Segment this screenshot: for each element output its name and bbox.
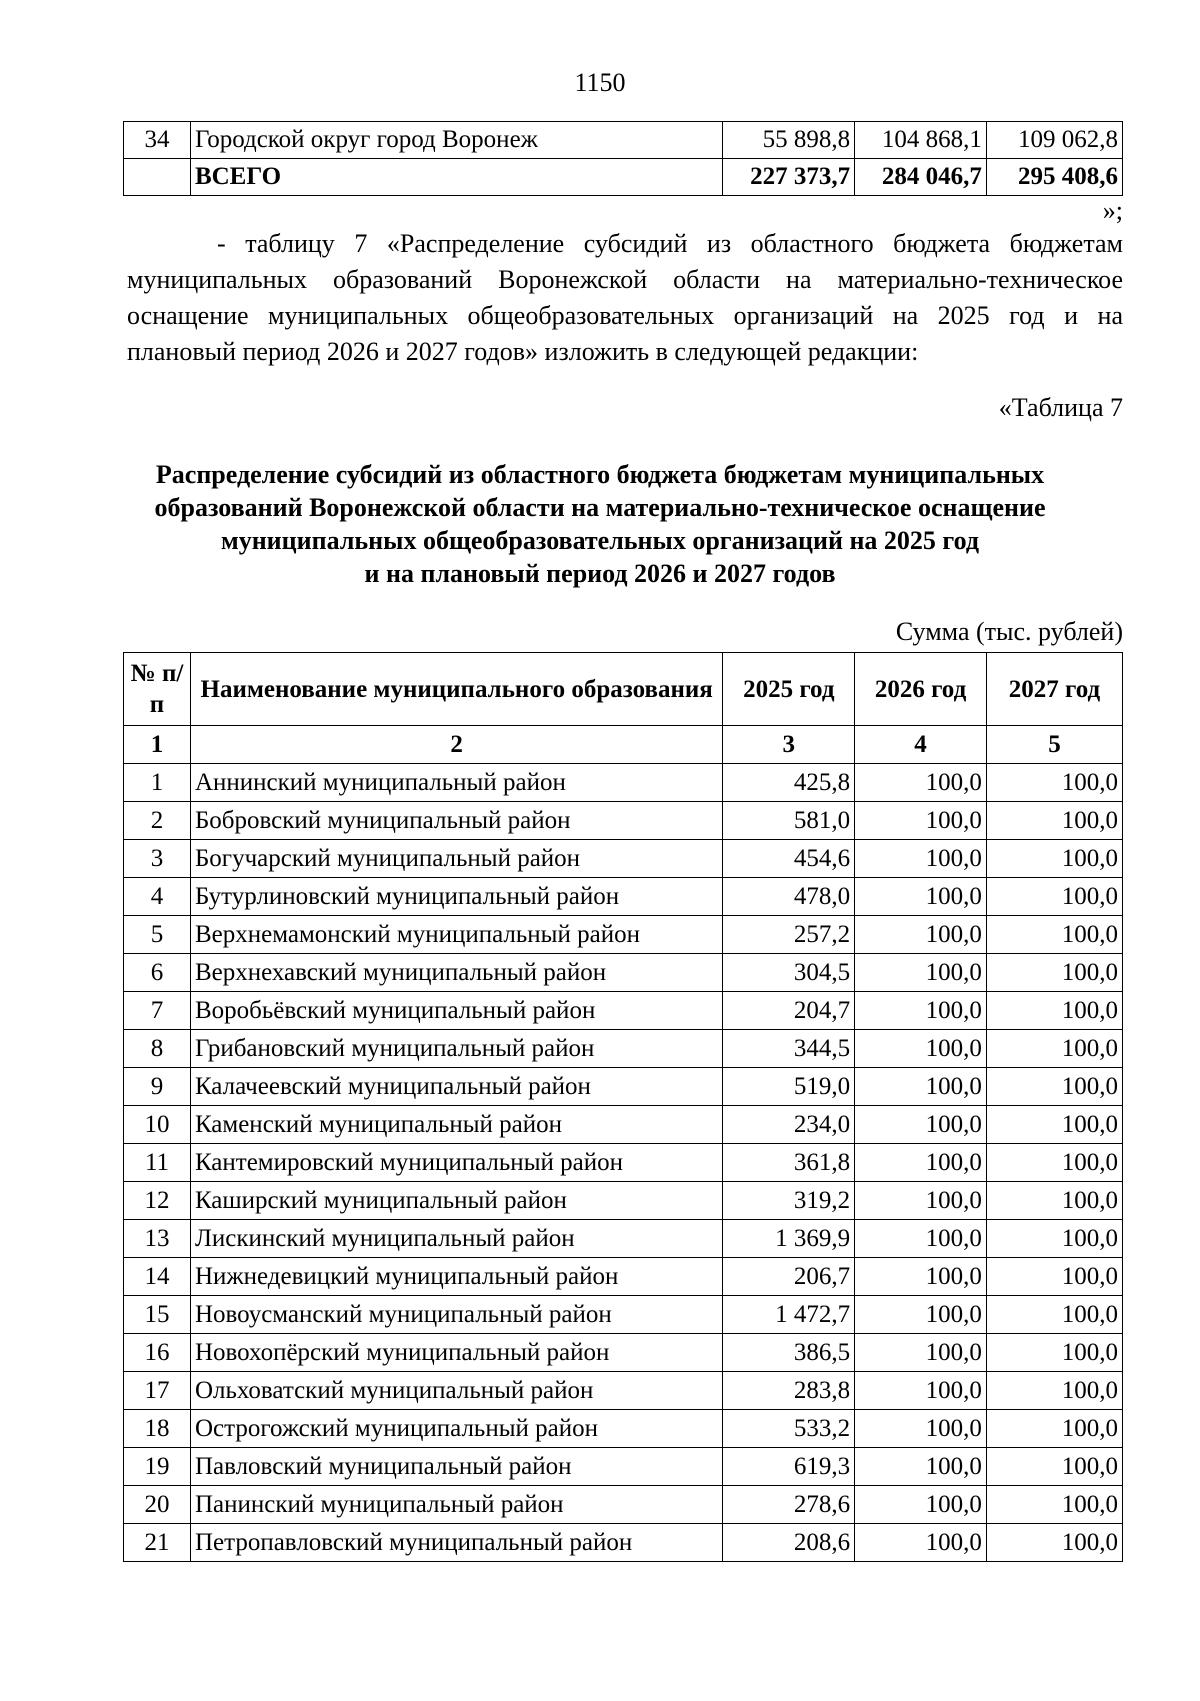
table-row [124, 1144, 1123, 1182]
row-number: 12 [124, 1182, 191, 1220]
header-2026: 2026 год [855, 653, 987, 726]
subsidy-table [123, 652, 1123, 1562]
municipality-name: Воробьёвский муниципальный район [190, 992, 722, 1030]
amount-2025: 386,5 [723, 1334, 855, 1372]
amount-2027: 100,0 [986, 1182, 1122, 1220]
table-row [124, 1296, 1123, 1334]
total-label: ВСЕГО [190, 159, 722, 196]
row-number: 18 [124, 1410, 191, 1448]
row-number: 6 [124, 954, 191, 992]
municipality-name: Каширский муниципальный район [190, 1182, 722, 1220]
column-number: 5 [986, 726, 1122, 764]
municipality-name: Калачеевский муниципальный район [190, 1068, 722, 1106]
previous-table-tail [123, 121, 1123, 196]
row-number: 1 [124, 764, 191, 802]
amount-2026: 100,0 [855, 764, 987, 802]
amount-2025: 283,8 [723, 1372, 855, 1410]
table-row [124, 954, 1123, 992]
amount-2027: 100,0 [986, 1486, 1122, 1524]
amount-2025: 519,0 [723, 1068, 855, 1106]
amount-2027: 100,0 [986, 840, 1122, 878]
table-row [124, 1182, 1123, 1220]
municipality-name: Богучарский муниципальный район [190, 840, 722, 878]
amount-2026: 100,0 [855, 1182, 987, 1220]
amount-2027: 100,0 [986, 992, 1122, 1030]
table-row [124, 1372, 1123, 1410]
amount-2026: 100,0 [855, 1334, 987, 1372]
table-row [124, 1106, 1123, 1144]
table-row [124, 1258, 1123, 1296]
row-number: 13 [124, 1220, 191, 1258]
amount-2025: 478,0 [723, 878, 855, 916]
row-number: 11 [124, 1144, 191, 1182]
amount-2026: 104 868,1 [855, 122, 987, 159]
amount-2026: 100,0 [855, 1372, 987, 1410]
table-row [124, 1410, 1123, 1448]
amount-2027: 100,0 [986, 802, 1122, 840]
table-row [124, 802, 1123, 840]
title-line: и на плановый период 2026 и 2027 годов [364, 559, 836, 588]
amount-2025: 344,5 [723, 1030, 855, 1068]
amount-2025: 55 898,8 [723, 122, 855, 159]
municipality-name: Лискинский муниципальный район [190, 1220, 722, 1258]
row-number: 5 [124, 916, 191, 954]
amount-2026: 100,0 [855, 1258, 987, 1296]
row-number: 7 [124, 992, 191, 1030]
table-row [124, 1486, 1123, 1524]
amount-2025: 533,2 [723, 1410, 855, 1448]
municipality-name: Новоусманский муниципальный район [190, 1296, 722, 1334]
row-number: 2 [124, 802, 191, 840]
header-2025: 2025 год [723, 653, 855, 726]
row-number: 15 [124, 1296, 191, 1334]
amount-2027: 100,0 [986, 1030, 1122, 1068]
municipality-name: Бутурлиновский муниципальный район [190, 878, 722, 916]
title-line: муниципальных общеобразовательных организаций на 2025 год [220, 526, 979, 555]
municipality-name: Бобровский муниципальный район [190, 802, 722, 840]
table-row [124, 1068, 1123, 1106]
row-number: 4 [124, 878, 191, 916]
amount-2027: 100,0 [986, 1144, 1122, 1182]
column-number: 2 [190, 726, 722, 764]
row-number: 34 [124, 122, 191, 159]
amount-2027: 100,0 [986, 916, 1122, 954]
amount-2026: 100,0 [855, 916, 987, 954]
amount-2025: 257,2 [723, 916, 855, 954]
total-2026: 284 046,7 [855, 159, 987, 196]
column-number: 4 [855, 726, 987, 764]
table-row [124, 122, 1123, 159]
closing-quote: »; [1102, 196, 1123, 225]
table-row [124, 992, 1123, 1030]
header-name: Наименование муниципального образования [190, 653, 722, 726]
column-number: 3 [723, 726, 855, 764]
amount-2025: 204,7 [723, 992, 855, 1030]
amount-2027: 100,0 [986, 1068, 1122, 1106]
amount-2027: 100,0 [986, 1106, 1122, 1144]
title-line: образований Воронежской области на материально-техническое оснащение [154, 493, 1046, 522]
table-row [124, 1524, 1123, 1562]
amount-2025: 206,7 [723, 1258, 855, 1296]
row-number: 8 [124, 1030, 191, 1068]
amount-2026: 100,0 [855, 1144, 987, 1182]
amount-2026: 100,0 [855, 1106, 987, 1144]
table-header-row [124, 653, 1123, 726]
amount-2026: 100,0 [855, 878, 987, 916]
table-row [124, 1334, 1123, 1372]
total-row [124, 159, 1123, 196]
header-number: № п/п [124, 653, 191, 726]
amount-2027: 100,0 [986, 1258, 1122, 1296]
amount-2026: 100,0 [855, 1296, 987, 1334]
municipality-name: Верхнемамонский муниципальный район [190, 916, 722, 954]
row-number: 21 [124, 1524, 191, 1562]
amount-2025: 581,0 [723, 802, 855, 840]
municipality-name: Ольховатский муниципальный район [190, 1372, 722, 1410]
column-number: 1 [124, 726, 191, 764]
amount-2025: 1 369,9 [723, 1220, 855, 1258]
municipality-name: Павловский муниципальный район [190, 1448, 722, 1486]
amount-2027: 100,0 [986, 1296, 1122, 1334]
row-number: 10 [124, 1106, 191, 1144]
table-row [124, 840, 1123, 878]
amount-2026: 100,0 [855, 1410, 987, 1448]
table-row [124, 1030, 1123, 1068]
municipality-name: Нижнедевицкий муниципальный район [190, 1258, 722, 1296]
amount-2025: 278,6 [723, 1486, 855, 1524]
amount-2026: 100,0 [855, 1448, 987, 1486]
amount-2026: 100,0 [855, 992, 987, 1030]
amount-2026: 100,0 [855, 1220, 987, 1258]
amount-2026: 100,0 [855, 954, 987, 992]
amount-2026: 100,0 [855, 1524, 987, 1562]
municipality-name: Верхнехавский муниципальный район [190, 954, 722, 992]
amount-2025: 208,6 [723, 1524, 855, 1562]
column-number-row [124, 726, 1123, 764]
amount-2025: 619,3 [723, 1448, 855, 1486]
title-line: Распределение субсидий из областного бюджета бюджетам муниципальных [155, 460, 1045, 489]
amount-2025: 319,2 [723, 1182, 855, 1220]
table-label: «Таблица 7 [998, 393, 1123, 422]
amount-2027: 100,0 [986, 1410, 1122, 1448]
amount-2027: 100,0 [986, 1220, 1122, 1258]
amount-2025: 454,6 [723, 840, 855, 878]
row-number [124, 159, 191, 196]
row-number: 20 [124, 1486, 191, 1524]
amount-2026: 100,0 [855, 1068, 987, 1106]
amount-2027: 100,0 [986, 764, 1122, 802]
municipality-name: Петропавловский муниципальный район [190, 1524, 722, 1562]
table-row [124, 764, 1123, 802]
municipality-name: Городской округ город Воронеж [190, 122, 722, 159]
row-number: 3 [124, 840, 191, 878]
intro-paragraph: - таблицу 7 «Распределение субсидий из областного бюджета бюджетам муниципальных образований Воронежской области на материально-техническое оснащение муниципальных общеобразовательных организаций на 2025 год и на плановый период 2026 и 2027 годов» изложить в следующей редакции: [127, 229, 1123, 366]
municipality-name: Панинский муниципальный район [190, 1486, 722, 1524]
municipality-name: Грибановский муниципальный район [190, 1030, 722, 1068]
page-number: 1150 [574, 68, 626, 97]
amount-2026: 100,0 [855, 840, 987, 878]
municipality-name: Кантемировский муниципальный район [190, 1144, 722, 1182]
municipality-name: Острогожский муниципальный район [190, 1410, 722, 1448]
amount-2027: 100,0 [986, 1448, 1122, 1486]
amount-2027: 100,0 [986, 1372, 1122, 1410]
amount-2027: 100,0 [986, 1524, 1122, 1562]
amount-2025: 1 472,7 [723, 1296, 855, 1334]
header-2027: 2027 год [986, 653, 1122, 726]
amount-2027: 100,0 [986, 878, 1122, 916]
row-number: 9 [124, 1068, 191, 1106]
municipality-name: Новохопёрский муниципальный район [190, 1334, 722, 1372]
municipality-name: Каменский муниципальный район [190, 1106, 722, 1144]
table-row [124, 878, 1123, 916]
amount-2026: 100,0 [855, 1486, 987, 1524]
total-2027: 295 408,6 [986, 159, 1122, 196]
row-number: 17 [124, 1372, 191, 1410]
amount-2027: 109 062,8 [986, 122, 1122, 159]
amount-2025: 304,5 [723, 954, 855, 992]
row-number: 14 [124, 1258, 191, 1296]
amount-2025: 425,8 [723, 764, 855, 802]
total-2025: 227 373,7 [723, 159, 855, 196]
row-number: 16 [124, 1334, 191, 1372]
table-row [124, 1448, 1123, 1486]
amount-2026: 100,0 [855, 1030, 987, 1068]
table-title [100, 458, 1100, 590]
row-number: 19 [124, 1448, 191, 1486]
units-caption: Сумма (тыс. рублей) [895, 617, 1123, 646]
table-row [124, 1220, 1123, 1258]
amount-2027: 100,0 [986, 954, 1122, 992]
table-row [124, 916, 1123, 954]
municipality-name: Аннинский муниципальный район [190, 764, 722, 802]
amount-2026: 100,0 [855, 802, 987, 840]
amount-2025: 361,8 [723, 1144, 855, 1182]
amount-2027: 100,0 [986, 1334, 1122, 1372]
amount-2025: 234,0 [723, 1106, 855, 1144]
